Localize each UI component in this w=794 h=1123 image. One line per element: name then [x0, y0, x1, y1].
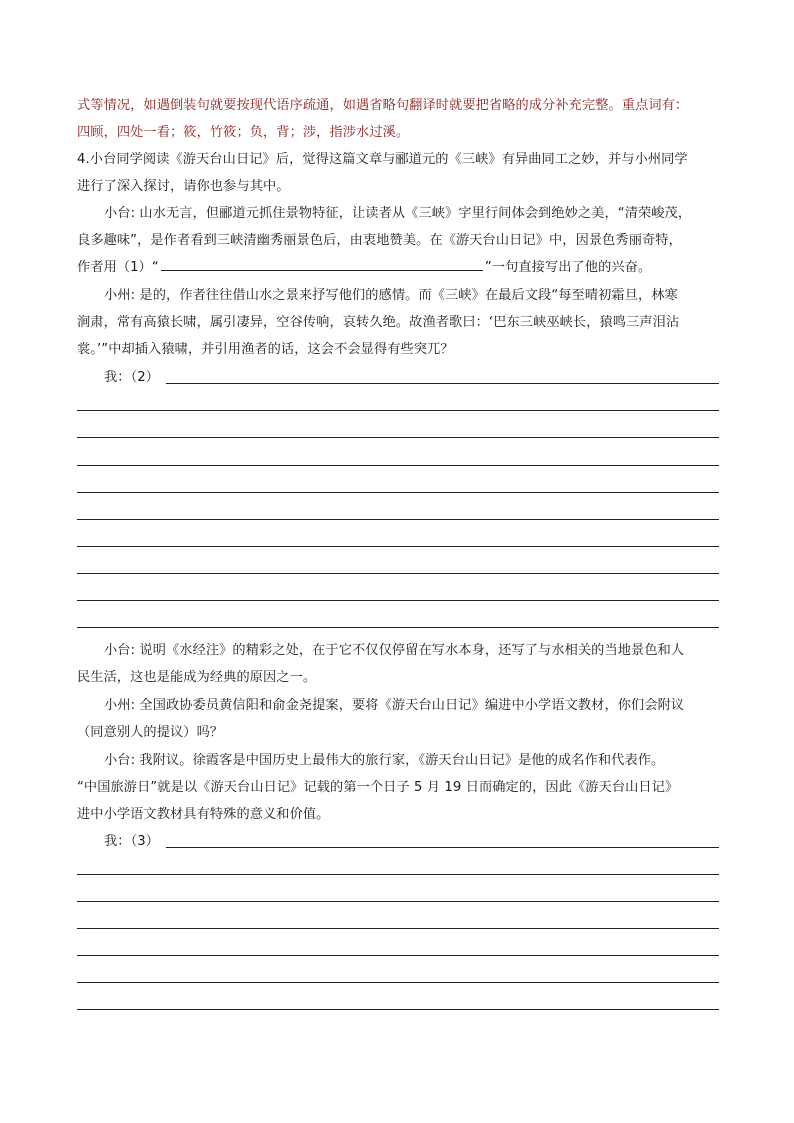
answer-line-2[interactable] — [77, 492, 719, 493]
answer-line-3[interactable] — [77, 982, 719, 983]
answer-line-2[interactable] — [77, 573, 719, 574]
intro-line-2: 四顾，四处一看；筱，竹筱；负，背；涉，指涉水过溪。 — [77, 125, 410, 140]
xiaotai-speech-1c — [77, 258, 719, 278]
blank-1-suffix: ”一句直接写出了他的兴奋。 — [484, 260, 652, 275]
answer-line-3[interactable] — [77, 874, 719, 875]
answer-line-2-first[interactable] — [166, 383, 719, 384]
answer-line-2[interactable] — [77, 600, 719, 601]
question-4-line-2: 进行了深入探讨，请你也参与其中。 — [77, 179, 290, 194]
answer-line-2[interactable] — [77, 546, 719, 547]
intro-line-1: 式等情况，如遇倒装句就要按现代语序疏通，如遇省略句翻译时就要把省略的成分补充完整。重点词有： — [77, 98, 689, 113]
blank-1-prefix: 作者用（1）“ — [77, 260, 159, 275]
xiaotai-speech-2a: 小台: 说明《水经注》的精彩之处，在于它不仅仅停留在写水本身，还写了与水相关的当地景色和人 — [104, 643, 685, 658]
answer-line-2[interactable] — [77, 410, 719, 411]
xiaozhou-speech-1c: 裳。’”中却插入猿啸，并引用渔者的话，这会不会显得有些突兀？ — [77, 342, 454, 357]
xiaozhou-speech-1a: 小州: 是的，作者往往借山水之景来抒写他们的感情。而《三峡》在最后文段“每至晴初霜旦，林寒 — [104, 288, 678, 303]
answer-line-3[interactable] — [77, 1009, 719, 1010]
answer-line-2[interactable] — [77, 627, 719, 628]
answer-blank-1[interactable] — [161, 269, 483, 271]
question-4-line-1: 4.小台同学阅读《游天台山日记》后，觉得这篇文章与郦道元的《三峡》有异曲同工之妙，并与小州同学 — [77, 152, 688, 167]
xiaozhou-speech-2b: （同意别人的提议）吗？ — [77, 725, 224, 740]
xiaotai-speech-2b: 民生活，这也是能成为经典的原因之一。 — [77, 670, 317, 685]
my-answer-3-label: 我：（3） — [104, 834, 160, 849]
answer-line-2[interactable] — [77, 437, 719, 438]
answer-line-3-first[interactable] — [166, 847, 719, 848]
xiaotai-speech-1b: 良多趣味”，是作者看到三峡清幽秀丽景色后，由衷地赞美。在《游天台山日记》中，因景色秀丽奇特， — [77, 233, 682, 248]
xiaotai-speech-3b: “中国旅游日”就是以《游天台山日记》记载的第一个日子 5 月 19 日而确定的，因此《游天台山日记》 — [77, 780, 679, 795]
answer-line-3[interactable] — [77, 955, 719, 956]
answer-line-3[interactable] — [77, 901, 719, 902]
answer-line-2[interactable] — [77, 519, 719, 520]
xiaotai-speech-3c: 进中小学语文教材具有特殊的意义和价值。 — [77, 807, 330, 822]
answer-line-2[interactable] — [77, 465, 719, 466]
answer-line-3[interactable] — [77, 928, 719, 929]
xiaotai-speech-1a: 小台: 山水无言，但郦道元抓住景物特征，让读者从《三峡》字里行间体会到绝妙之美，“清荣峻茂， — [104, 206, 692, 221]
xiaotai-speech-3a: 小台: 我附议。徐霞客是中国历史上最伟大的旅行家，《游天台山日记》是他的成名作和代表作。 — [104, 753, 665, 768]
my-answer-2-label: 我：（2） — [104, 370, 160, 385]
xiaozhou-speech-2a: 小州: 全国政协委员黄信阳和俞金尧提案，要将《游天台山日记》编进中小学语文教材，你们会附议 — [104, 698, 685, 713]
xiaozhou-speech-1b: 涧肃，常有高猿长啸，属引凄异，空谷传响，哀转久绝。故渔者歌曰：‘巴东三峡巫峡长，猿鸣三声泪沾 — [77, 315, 680, 330]
